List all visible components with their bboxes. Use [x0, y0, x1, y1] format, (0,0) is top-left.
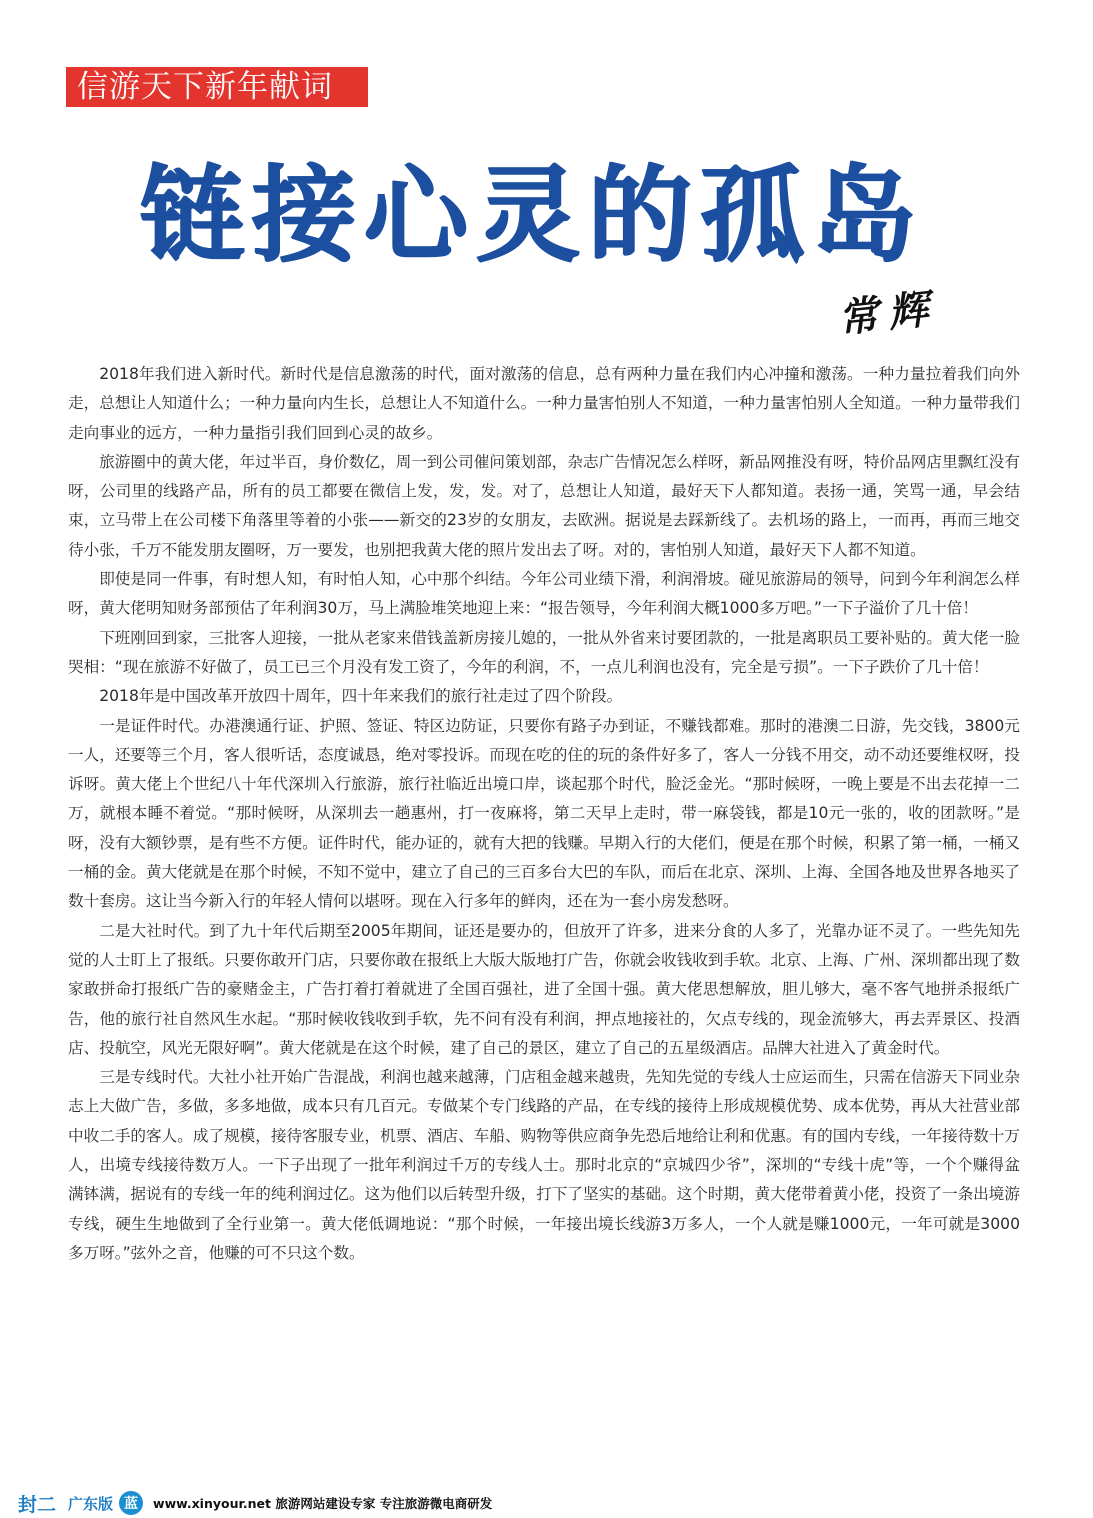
brand-logo-icon: 蓝 — [119, 1491, 143, 1515]
footer-slogan: www.xinyour.net 旅游网站建设专家 专注旅游微电商研发 — [153, 1496, 493, 1511]
paragraph: 一是证件时代。办港澳通行证、护照、签证、特区边防证，只要你有路子办到证，不赚钱都难。那时的港澳二日游，先交钱，3800元一人，还要等三个月，客人很听话，态度诚恳，绝对零投诉。而现在吃的住的玩的条件好多了，客人一分钱不用交，动不动还要维权呀，投诉呀。黄大佬上个世纪八十年代深圳入行旅游，旅行社临近出境口岸，谈起那个时代，脸泛金光。“那时候呀，一晚上要是不出去花掉一二万，就根本睡不着觉。“那时候呀，从深圳去一趟惠州，打一夜麻将，第二天早上走时，带一麻袋钱，都是10元一张的，收的团款呀。”是呀，没有大额钞票，是有些不方便。证件时代，能办证的，就有大把的钱赚。早期入行的大佬们，便是在那个时候，积累了第一桶，一桶又一桶的金。黄大佬就是在那个时候，不知不觉中，建立了自己的三百多台大巴的车队，而后在北京、深圳、上海、全国各地及世界各地买了数十套房。这让当今新入行的年轻人情何以堪呀。现在入行多年的鲜肉，还在为一套小房发愁呀。 — [68, 716, 1020, 911]
paragraph: 2018年我们进入新时代。新时代是信息激荡的时代，面对激荡的信息，总有两种力量在我们内心冲撞和激荡。一种力量拉着我们向外走，总想让人知道什么；一种力量向内生长，总想让人不知道什么。一种力量害怕别人不知道，一种力量害怕别人全知道。一种力量带我们走向事业的远方，一种力量指引我们回到心灵的故乡。 — [68, 365, 1020, 442]
paragraph: 下班刚回到家，三批客人迎接，一批从老家来借钱盖新房接儿媳的，一批从外省来讨要团款的，一批是离职员工要补贴的。黄大佬一脸哭相：“现在旅游不好做了，员工已三个月没有发工资了，今年的利润，不，一点儿利润也没有，完全是亏损”。一下子跌价了几十倍！ — [68, 628, 1020, 676]
page-footer — [18, 1488, 492, 1518]
paragraph: 即使是同一件事，有时想人知，有时怕人知，心中那个纠结。今年公司业绩下滑，利润滑坡。碰见旅游局的领导，问到今年利润怎么样呀，黄大佬明知财务部预估了年利润30万，马上满脸堆笑地迎上来：“报告领导，今年利润大概1000多万吧。”一下子溢价了几十倍！ — [68, 570, 1020, 618]
edition-label: 广东版 — [68, 1494, 114, 1513]
paragraph: 三是专线时代。大社小社开始广告混战，利润也越来越薄，门店租金越来越贵，先知先觉的专线人士应运而生，只需在信游天下同业杂志上大做广告，多做，多多地做，成本只有几百元。专做某个专门线路的产品，在专线的接待上形成规模优势、成本优势，再从大社营业部中收二手的客人。成了规模，接待客服专业，机票、酒店、车船、购物等供应商争先恐后地给让利和优惠。有的国内专线，一年接待数十万人，出境专线接待数万人。一下子出现了一批年利润过千万的专线人士。那时北京的“京城四少爷”，深圳的“专线十虎”等，一个个赚得盆满钵满，据说有的专线一年的纯利润过亿。这为他们以后转型升级，打下了坚实的基础。这个时期，黄大佬带着黄小佬，投资了一条出境游专线，硬生生地做到了全行业第一。黄大佬低调地说：“那个时候，一年接出境长线游3万多人，一个人就是赚1000元，一年可就是3000多万呀。”弦外之音，他赚的可不只这个数。 — [68, 1068, 1020, 1262]
author-signature: 常辉 — [836, 284, 941, 343]
paragraph: 2018年是中国改革开放四十周年，四十年来我们的旅行社走过了四个阶段。 — [99, 687, 623, 706]
section-banner: 信游天下新年献词 — [66, 67, 368, 107]
article-body — [68, 360, 1020, 1268]
page-label: 封二 — [18, 1493, 57, 1516]
paragraph: 二是大社时代。到了九十年代后期至2005年期间，证还是要办的，但放开了许多，进来分食的人多了，光靠办证不灵了。一些先知先觉的人士盯上了报纸。只要你敢开门店，只要你敢在报纸上大版大版地打广告，你就会收钱收到手软。北京、上海、广州、深圳都出现了数家敢拼命打报纸广告的豪赌金主，广告打着打着就进了全国百强社，进了全国十强。黄大佬思想解放，胆儿够大，毫不客气地拼杀报纸广告，他的旅行社自然风生水起。“那时候收钱收到手软，先不问有没有利润，押点地接社的，欠点专线的，现金流够大，再去弄景区、投酒店、投航空，风光无限好啊”。黄大佬就是在这个时候，建了自己的景区，建立了自己的五星级酒店。品牌大社进入了黄金时代。 — [68, 921, 1020, 1057]
article-title: 链接心灵的孤岛 — [140, 154, 925, 276]
paragraph: 旅游圈中的黄大佬，年过半百，身价数亿，周一到公司催问策划部，杂志广告情况怎么样呀，新品网推没有呀，特价品网店里飘红没有呀，公司里的线路产品，所有的员工都要在微信上发，发，发。对了，总想让人知道，最好天下人都知道。表扬一通，笑骂一通，早会结束，立马带上在公司楼下角落里等着的小张——新交的23岁的女朋友，去欧洲。据说是去踩新线了。去机场的路上，一而再，再而三地交待小张，千万不能发朋友圈呀，万一要发，也别把我黄大佬的照片发出去了呀。对的，害怕别人知道，最好天下人都不知道。 — [68, 452, 1020, 559]
